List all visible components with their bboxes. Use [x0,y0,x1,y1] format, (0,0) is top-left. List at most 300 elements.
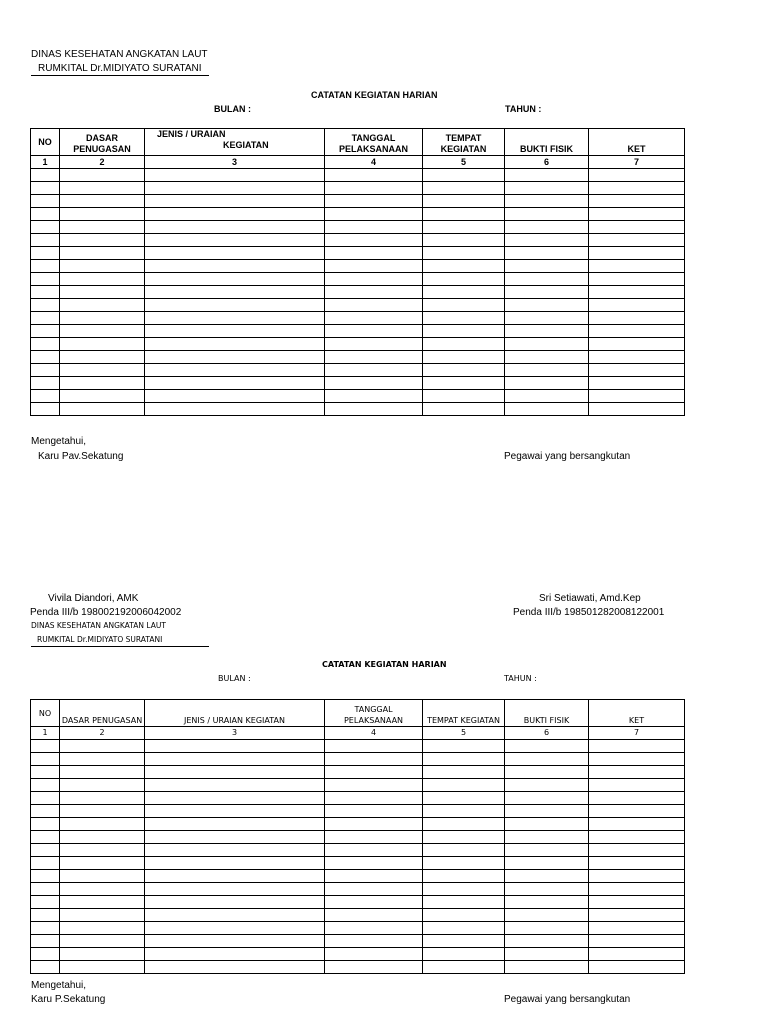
table-cell[interactable] [423,935,505,948]
table-cell[interactable] [589,325,685,338]
table-cell[interactable] [423,740,505,753]
table-row [31,805,685,818]
table-cell[interactable] [325,208,423,221]
employee-role: Pegawai yang bersangkutan [504,994,631,1005]
table-cell[interactable] [325,896,423,909]
table-cell[interactable] [505,221,589,234]
table-cell[interactable] [145,922,325,935]
table-cell[interactable] [423,182,505,195]
table-cell[interactable] [60,883,145,896]
column-header-ket: KET [589,700,685,727]
table-cell[interactable] [505,740,589,753]
table-cell[interactable] [145,961,325,974]
table-cell[interactable] [60,766,145,779]
table-cell[interactable] [325,857,423,870]
table-cell[interactable] [145,286,325,299]
table-row [31,273,685,286]
table-row [31,961,685,974]
table-cell[interactable] [589,766,685,779]
table-cell[interactable] [589,403,685,416]
table-cell[interactable] [60,260,145,273]
table-cell[interactable] [31,195,60,208]
table-cell[interactable] [505,896,589,909]
table-cell[interactable] [505,208,589,221]
table-cell[interactable] [325,870,423,883]
table-cell[interactable] [145,896,325,909]
table-cell[interactable] [31,286,60,299]
table-row [31,779,685,792]
unit-name: RUMKITAL Dr.MIDIYATO SURATANI [37,635,163,644]
table-cell[interactable] [31,870,60,883]
table-cell[interactable] [589,377,685,390]
table-row [31,247,685,260]
table-cell[interactable] [31,961,60,974]
table-cell[interactable] [60,312,145,325]
table-cell[interactable] [325,273,423,286]
table-cell[interactable] [589,896,685,909]
table-cell[interactable] [31,390,60,403]
table-cell[interactable] [31,805,60,818]
table-cell[interactable] [325,351,423,364]
table-cell[interactable] [145,870,325,883]
table-cell[interactable] [325,844,423,857]
table-cell[interactable] [60,805,145,818]
agency-name: DINAS KESEHATAN ANGKATAN LAUT [31,49,208,60]
table-cell[interactable] [145,325,325,338]
table-cell[interactable] [145,390,325,403]
table-cell[interactable] [589,805,685,818]
table-cell[interactable] [325,935,423,948]
table-cell[interactable] [505,351,589,364]
table-cell[interactable] [60,182,145,195]
table-cell[interactable] [589,208,685,221]
table-cell[interactable] [423,805,505,818]
table-cell[interactable] [60,935,145,948]
table-cell[interactable] [423,234,505,247]
table-cell[interactable] [423,857,505,870]
table-cell[interactable] [31,779,60,792]
table-cell[interactable] [60,377,145,390]
table-cell[interactable] [145,273,325,286]
table-cell[interactable] [60,818,145,831]
table-cell[interactable] [60,403,145,416]
table-cell[interactable] [31,922,60,935]
column-number: 3 [145,727,325,740]
table-cell[interactable] [60,169,145,182]
table-cell[interactable] [145,740,325,753]
table-cell[interactable] [505,312,589,325]
table-cell[interactable] [325,286,423,299]
table-cell[interactable] [505,247,589,260]
table-cell[interactable] [60,857,145,870]
table-cell[interactable] [31,273,60,286]
table-cell[interactable] [60,273,145,286]
table-cell[interactable] [505,870,589,883]
table-cell[interactable] [60,792,145,805]
table-cell[interactable] [145,195,325,208]
table-cell[interactable] [423,364,505,377]
table-cell[interactable] [60,286,145,299]
table-cell[interactable] [505,792,589,805]
table-cell[interactable] [423,260,505,273]
table-cell[interactable] [325,805,423,818]
table-cell[interactable] [423,831,505,844]
table-cell[interactable] [505,948,589,961]
table-cell[interactable] [505,286,589,299]
table-cell[interactable] [589,909,685,922]
table-cell[interactable] [31,896,60,909]
table-cell[interactable] [31,766,60,779]
table-row [31,169,685,182]
table-cell[interactable] [423,286,505,299]
table-cell[interactable] [589,312,685,325]
table-cell[interactable] [31,364,60,377]
table-cell[interactable] [505,195,589,208]
table-cell[interactable] [589,831,685,844]
table-cell[interactable] [505,299,589,312]
table-cell[interactable] [31,351,60,364]
table-cell[interactable] [423,312,505,325]
table-cell[interactable] [325,364,423,377]
table-cell[interactable] [60,234,145,247]
table-cell[interactable] [31,792,60,805]
table-cell[interactable] [145,182,325,195]
table-cell[interactable] [589,338,685,351]
table-cell[interactable] [589,740,685,753]
table-cell[interactable] [145,403,325,416]
table-cell[interactable] [589,870,685,883]
table-cell[interactable] [505,234,589,247]
column-number: 6 [505,727,589,740]
table-cell[interactable] [60,364,145,377]
table-cell[interactable] [31,234,60,247]
table-cell[interactable] [31,948,60,961]
column-header-tempat-kegiatan: TEMPAT KEGIATAN [423,700,505,727]
table-cell[interactable] [325,234,423,247]
table-cell[interactable] [505,390,589,403]
table-cell[interactable] [60,779,145,792]
table-cell[interactable] [325,377,423,390]
table-cell[interactable] [145,779,325,792]
table-cell[interactable] [423,299,505,312]
table-cell[interactable] [589,169,685,182]
table-cell[interactable] [60,753,145,766]
table-cell[interactable] [589,857,685,870]
table-cell[interactable] [145,766,325,779]
unit-name: RUMKITAL Dr.MIDIYATO SURATANI [38,63,202,74]
table-cell[interactable] [589,792,685,805]
table-cell[interactable] [145,831,325,844]
column-header-bukti-fisik: BUKTI FISIK [505,129,589,156]
table-cell[interactable] [31,403,60,416]
table-cell[interactable] [505,909,589,922]
table-cell[interactable] [60,221,145,234]
table-cell[interactable] [325,922,423,935]
table-cell[interactable] [60,299,145,312]
table-cell[interactable] [31,260,60,273]
table-cell[interactable] [31,753,60,766]
table-cell[interactable] [31,247,60,260]
table-cell[interactable] [325,792,423,805]
column-header-no: NO [31,700,60,727]
table-cell[interactable] [60,338,145,351]
table-cell[interactable] [60,896,145,909]
table-cell[interactable] [145,377,325,390]
table-row [31,390,685,403]
table-cell[interactable] [505,831,589,844]
table-cell[interactable] [31,377,60,390]
table-cell[interactable] [505,260,589,273]
table-cell[interactable] [31,325,60,338]
table-cell[interactable] [325,818,423,831]
table-cell[interactable] [505,961,589,974]
table-cell[interactable] [325,338,423,351]
table-row [31,312,685,325]
table-cell[interactable] [325,182,423,195]
table-cell[interactable] [589,195,685,208]
table-cell[interactable] [423,208,505,221]
table-cell[interactable] [325,753,423,766]
table-cell[interactable] [145,909,325,922]
table-cell[interactable] [589,753,685,766]
table-cell[interactable] [505,325,589,338]
column-header-jenis-uraian-kegiatan: JENIS / URAIAN KEGIATAN [145,129,325,156]
table-cell[interactable] [423,403,505,416]
column-number: 4 [325,156,423,169]
table-cell[interactable] [589,234,685,247]
table-cell[interactable] [145,753,325,766]
table-cell[interactable] [505,273,589,286]
table-cell[interactable] [325,299,423,312]
column-header-tempat-kegiatan: TEMPAT KEGIATAN [423,129,505,156]
table-cell[interactable] [145,818,325,831]
table-cell[interactable] [31,818,60,831]
table-cell[interactable] [325,390,423,403]
table-cell[interactable] [423,169,505,182]
table-cell[interactable] [145,169,325,182]
table-cell[interactable] [505,935,589,948]
table-cell[interactable] [31,831,60,844]
table-cell[interactable] [423,338,505,351]
table-cell[interactable] [60,948,145,961]
table-cell[interactable] [145,338,325,351]
column-number-row [31,727,685,740]
table-cell[interactable] [325,779,423,792]
table-cell[interactable] [31,221,60,234]
table-cell[interactable] [60,208,145,221]
table-cell[interactable] [589,818,685,831]
table-cell[interactable] [145,844,325,857]
table-cell[interactable] [31,312,60,325]
table-cell[interactable] [423,922,505,935]
column-header-ket: KET [589,129,685,156]
table-cell[interactable] [423,766,505,779]
table-cell[interactable] [589,351,685,364]
table-cell[interactable] [325,325,423,338]
table-cell[interactable] [589,844,685,857]
table-cell[interactable] [145,260,325,273]
table-cell[interactable] [505,182,589,195]
table-cell[interactable] [325,909,423,922]
table-cell[interactable] [31,909,60,922]
table-cell[interactable] [423,883,505,896]
table-row [31,753,685,766]
table-cell[interactable] [145,948,325,961]
table-cell[interactable] [31,883,60,896]
bulan-label: BULAN : [218,674,251,683]
table-cell[interactable] [60,390,145,403]
table-cell[interactable] [505,753,589,766]
table-cell[interactable] [325,948,423,961]
table-cell[interactable] [589,948,685,961]
table-cell[interactable] [31,299,60,312]
table-cell[interactable] [31,169,60,182]
table-cell[interactable] [423,247,505,260]
table-cell[interactable] [423,896,505,909]
table-cell[interactable] [325,831,423,844]
table-cell[interactable] [505,922,589,935]
table-cell[interactable] [505,364,589,377]
table-cell[interactable] [589,247,685,260]
column-number: 2 [60,156,145,169]
table-cell[interactable] [589,286,685,299]
table-row [31,857,685,870]
table-row [31,403,685,416]
table-cell[interactable] [325,260,423,273]
table-cell[interactable] [423,390,505,403]
table-cell[interactable] [145,935,325,948]
table-cell[interactable] [589,182,685,195]
table-cell[interactable] [423,325,505,338]
column-number: 1 [31,727,60,740]
table-cell[interactable] [505,857,589,870]
table-row [31,221,685,234]
table-cell[interactable] [589,390,685,403]
table-cell[interactable] [589,779,685,792]
table-row [31,377,685,390]
table-cell[interactable] [423,195,505,208]
table-cell[interactable] [60,961,145,974]
table-cell[interactable] [589,922,685,935]
table-cell[interactable] [145,208,325,221]
table-cell[interactable] [423,273,505,286]
table-cell[interactable] [505,818,589,831]
table-cell[interactable] [31,857,60,870]
table-row [31,896,685,909]
table-cell[interactable] [505,403,589,416]
table-cell[interactable] [325,169,423,182]
supervisor-name: Vivila Diandori, AMK [48,593,139,604]
table-cell[interactable] [589,883,685,896]
table-cell[interactable] [145,234,325,247]
table-cell[interactable] [423,377,505,390]
table-row [31,766,685,779]
table-cell[interactable] [423,844,505,857]
table-cell[interactable] [60,909,145,922]
table-cell[interactable] [589,221,685,234]
table-cell[interactable] [423,961,505,974]
table-cell[interactable] [145,364,325,377]
table-cell[interactable] [423,909,505,922]
table-cell[interactable] [145,883,325,896]
table-cell[interactable] [31,208,60,221]
table-cell[interactable] [505,766,589,779]
table-cell[interactable] [423,818,505,831]
table-cell[interactable] [589,935,685,948]
table-cell[interactable] [145,351,325,364]
table-cell[interactable] [505,377,589,390]
table-cell[interactable] [31,182,60,195]
acknowledged-label: Mengetahui, [31,436,87,447]
table-cell[interactable] [60,740,145,753]
table-cell[interactable] [325,883,423,896]
table-cell[interactable] [31,935,60,948]
table-cell[interactable] [423,870,505,883]
table-cell[interactable] [325,403,423,416]
agency-name: DINAS KESEHATAN ANGKATAN LAUT [31,621,166,630]
table-cell[interactable] [145,792,325,805]
table-row [31,831,685,844]
table-cell[interactable] [325,312,423,325]
table-cell[interactable] [505,805,589,818]
employee-name: Sri Setiawati, Amd.Kep [539,593,641,604]
table-cell[interactable] [145,221,325,234]
table-cell[interactable] [423,351,505,364]
table-cell[interactable] [505,844,589,857]
table-cell[interactable] [60,870,145,883]
table-cell[interactable] [589,260,685,273]
table-cell[interactable] [325,740,423,753]
table-cell[interactable] [145,247,325,260]
table-cell[interactable] [589,364,685,377]
table-cell[interactable] [589,299,685,312]
table-cell[interactable] [423,948,505,961]
table-cell[interactable] [31,844,60,857]
table-cell[interactable] [505,883,589,896]
table-cell[interactable] [325,766,423,779]
table-cell[interactable] [145,312,325,325]
table-cell[interactable] [31,740,60,753]
table-cell[interactable] [505,779,589,792]
table-cell[interactable] [60,922,145,935]
table-row [31,935,685,948]
table-cell[interactable] [145,857,325,870]
table-cell[interactable] [60,831,145,844]
table-cell[interactable] [325,195,423,208]
table-cell[interactable] [60,351,145,364]
table-cell[interactable] [325,247,423,260]
table-cell[interactable] [423,221,505,234]
table-cell[interactable] [145,805,325,818]
table-cell[interactable] [423,792,505,805]
table-cell[interactable] [31,338,60,351]
table-cell[interactable] [60,325,145,338]
table-cell[interactable] [145,299,325,312]
table-cell[interactable] [505,169,589,182]
table-row [31,948,685,961]
table-cell[interactable] [325,221,423,234]
table-row [31,260,685,273]
table-cell[interactable] [589,273,685,286]
table-cell[interactable] [325,961,423,974]
table-cell[interactable] [589,961,685,974]
table-cell[interactable] [60,844,145,857]
table-cell[interactable] [423,753,505,766]
table-cell[interactable] [60,247,145,260]
table-cell[interactable] [423,779,505,792]
table-cell[interactable] [505,338,589,351]
table-cell[interactable] [60,195,145,208]
